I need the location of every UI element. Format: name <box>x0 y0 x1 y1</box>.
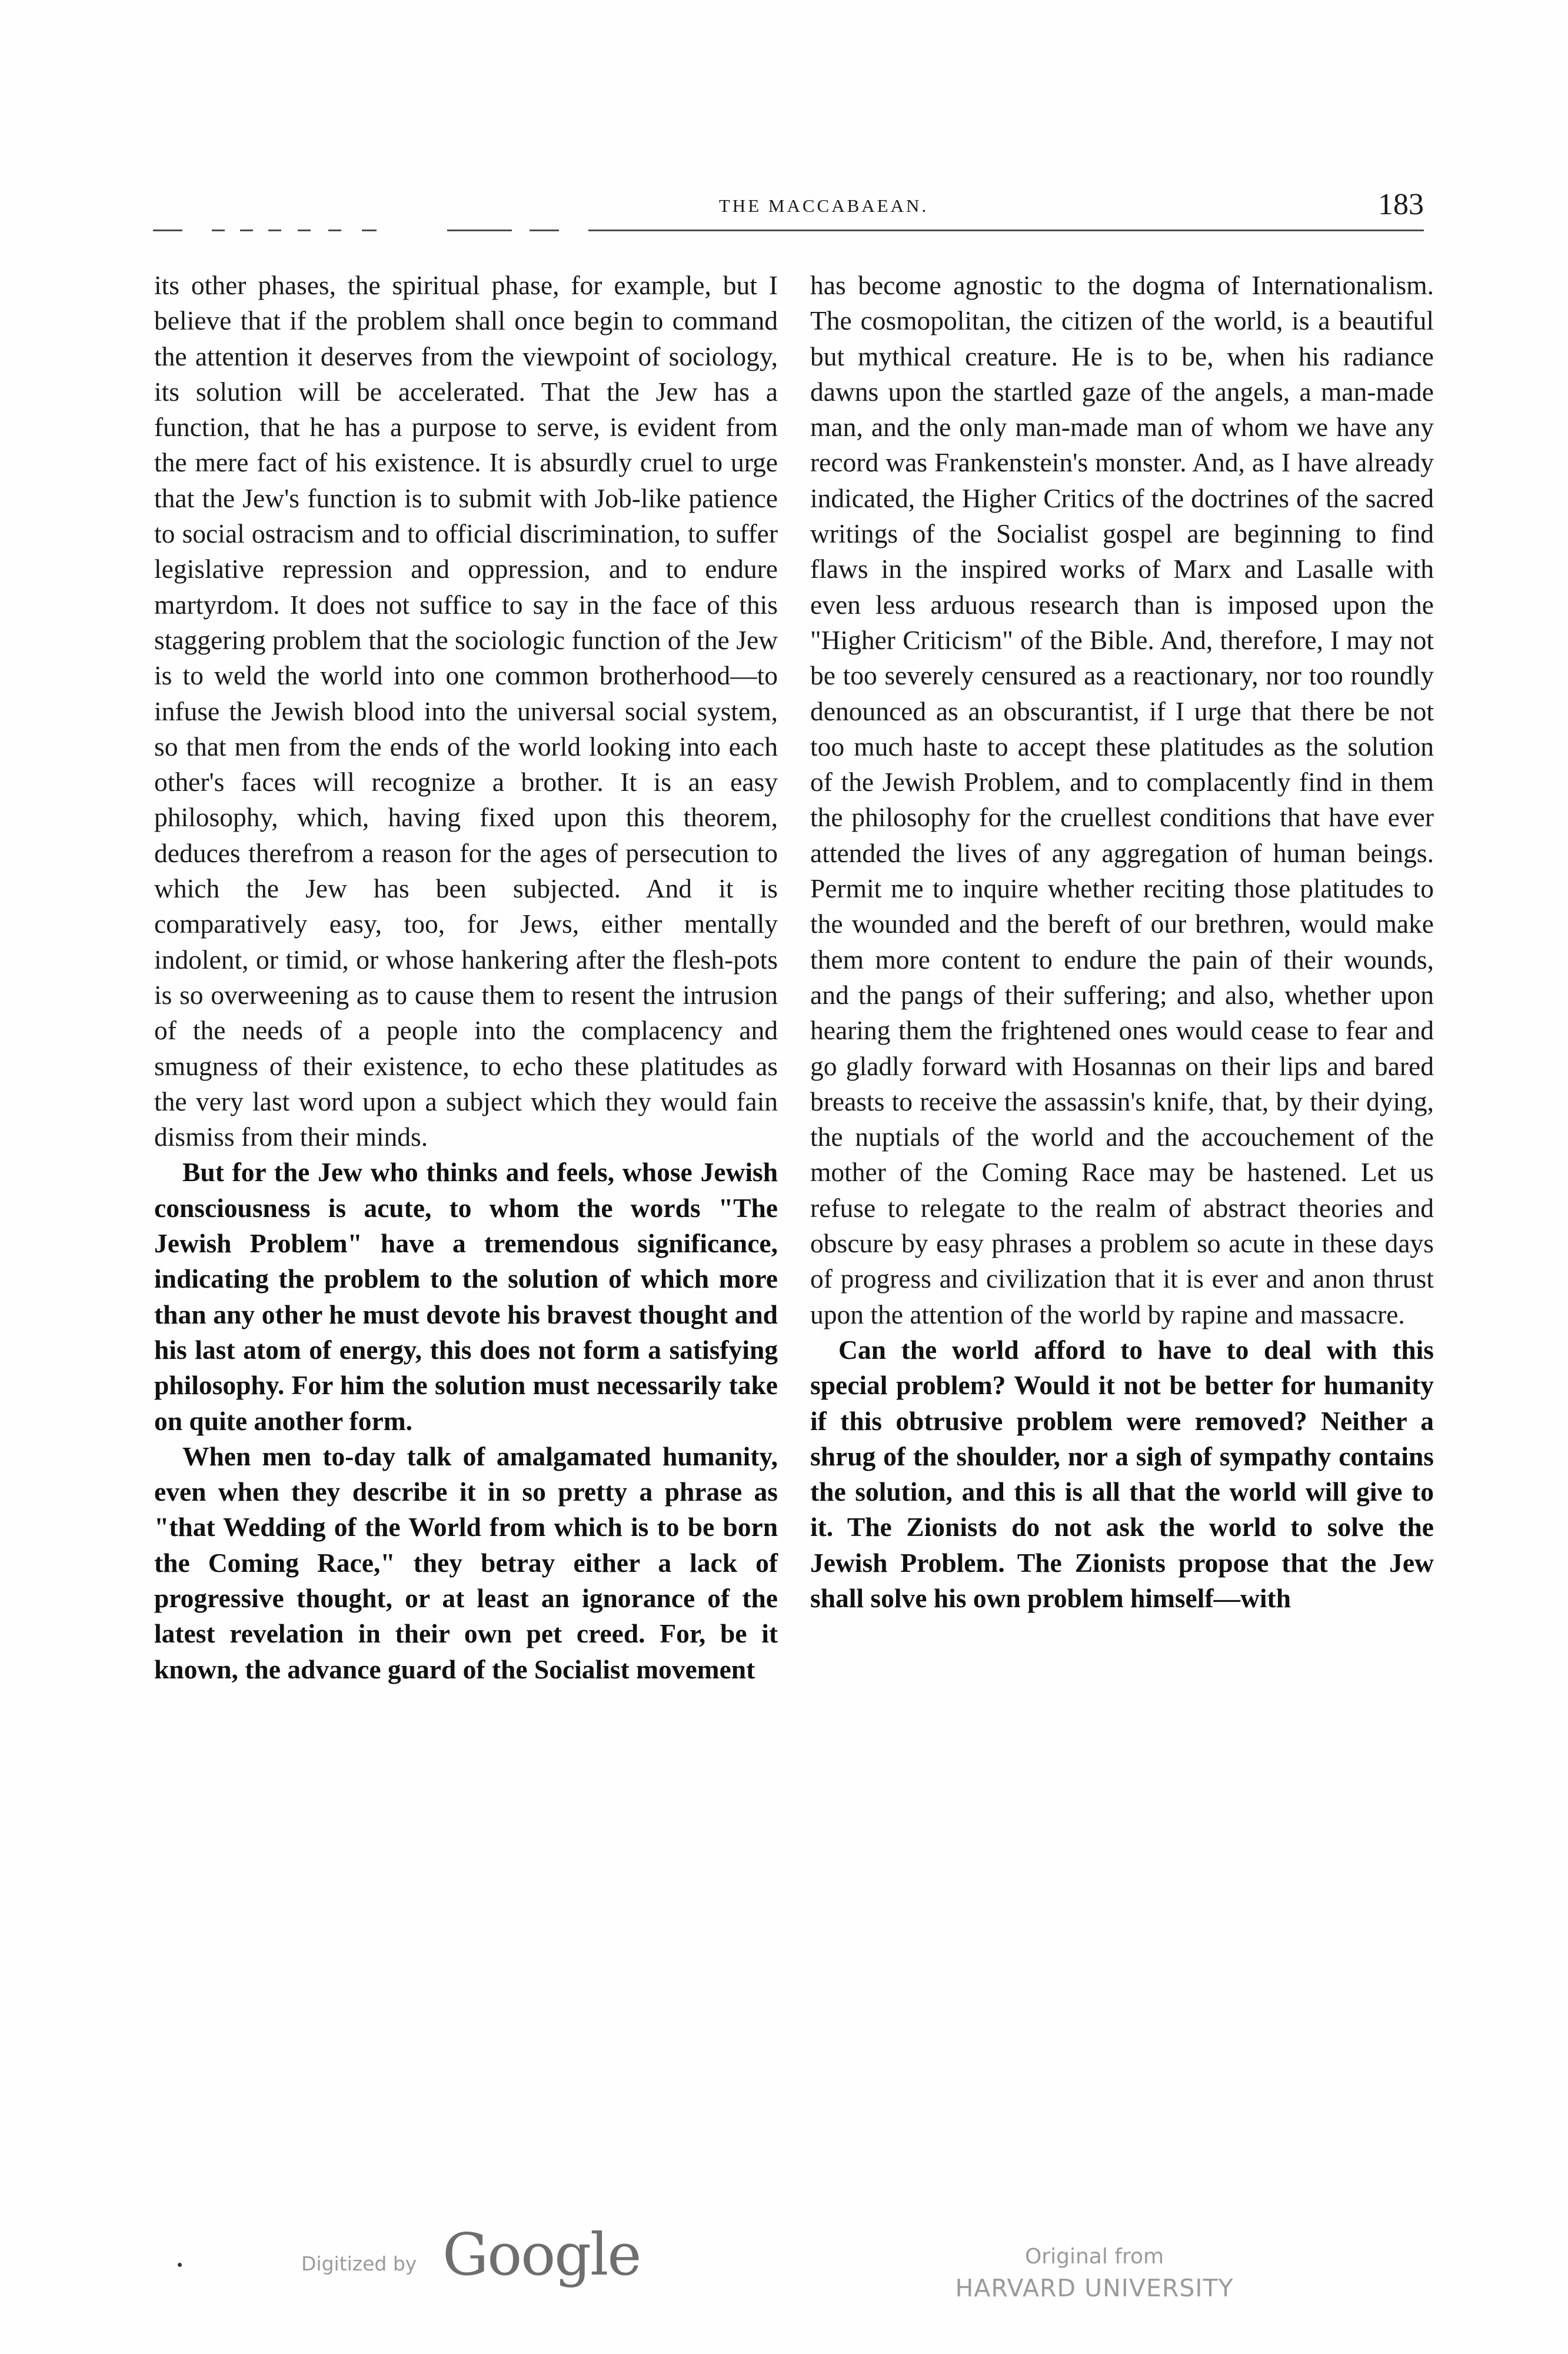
header-rule-dash <box>268 230 281 231</box>
right-column <box>810 268 1434 1616</box>
header-rule-main <box>588 230 1424 231</box>
header-rule-dash <box>240 230 253 231</box>
running-title: THE MACCABAEAN. <box>718 195 929 216</box>
original-from-label: Original from <box>1024 2245 1164 2269</box>
digitization-notice <box>301 2222 713 2298</box>
source-notice <box>930 2242 1259 2305</box>
harvard-university-label: HARVARD UNIVERSITY <box>955 2274 1234 2302</box>
header-rule-dash <box>153 230 182 231</box>
google-logo: Google <box>442 2222 641 2289</box>
paragraph: Can the world afford to have to deal with this special problem? Would it not be better for humanity if this obtrusive problem were removed? Neither a shrug of the shoulder, nor a sigh of sympathy contains the solution, and this is all that the world will give to it. The Zionists do not ask the world to solve the Jewish Problem. The Zionists propose that the Jew shall solve his own problem himself—with <box>810 1334 1434 1613</box>
digitized-by-label: Digitized by <box>301 2252 417 2275</box>
page-header <box>153 188 1424 235</box>
header-rule-dash <box>298 230 311 231</box>
header-rule-dash <box>212 230 225 231</box>
paragraph: its other phases, the spiritual phase, for example, but I believe that if the problem shall once begin to command the attention it deserves from the viewpoint of sociology, its solution will be accelerated. That the Jew has a function, that he has a purpose to serve, is evident from the mere fact of his existence. It is absurdly cruel to urge that the Jew's function is to submit with Job-like patience to social ostracism and to official discrimination, to suffer legislative repression and oppression, and to endure martyrdom. It does not suffice to say in the face of this staggering problem that the sociologic function of the Jew is to weld the world into one common brotherhood—to infuse the Jewish blood into the universal social system, so that men from the ends of the world looking into each other's faces will recognize a brother. It is an easy philosophy, which, having fixed upon this theorem, deduces therefrom a reason for the ages of persecution to which the Jew has been subjected. And it is comparatively easy, too, for Jews, either mentally indolent, or timid, or whose hankering after the flesh-pots is so overweening as to cause them to resent the intrusion of the needs of a people into the complacency and smugness of their existence, to echo these platitudes as the very last word upon a subject which they would fain dismiss from their minds. <box>154 270 778 1152</box>
paragraph: has become agnostic to the dogma of Internationalism. The cosmopolitan, the citizen of the world, is a beautiful but mythical creature. He is to be, when his radiance dawns upon the startled gaze of the angels, a man-made man, and the only man-made man of whom we have any record was Frankenstein's monster. And, as I have already indicated, the Higher Critics of the doctrines of the sacred writings of the Socialist gospel are beginning to find flaws in the inspired works of Marx and Lasalle with even less arduous research than is imposed upon the "Higher Criticism" of the Bible. And, therefore, I may not be too severely censured as a reactionary, nor too roundly denounced as an obscurantist, if I urge that there be not too much haste to accept these platitudes as the solution of the Jewish Problem, and to complacently find in them the philosophy for the cruellest conditions that have ever attended the lives of any aggregation of human beings. Permit me to inquire whether reciting those platitudes to the wounded and the bereft of our brethren, would make them more content to endure the pain of their wounds, and the pangs of their suffering; and also, whether upon hearing them the frightened ones would cease to fear and go gladly forward with Hosannas on their lips and bared breasts to receive the assassin's knife, that, by their dying, the nuptials of the world and the accouchement of the mother of the Coming Race may be hastened. Let us refuse to relegate to the realm of abstract theories and obscure by easy phrases a problem so acute in these days of progress and civilization that it is ever and anon thrust upon the attention of the world by rapine and massacre. <box>810 270 1434 1329</box>
scan-speck <box>178 2263 182 2267</box>
header-rule-dash <box>328 230 341 231</box>
paragraph: But for the Jew who thinks and feels, whose Jewish consciousness is acute, to whom the words "The Jewish Problem" have a tremendous significance, indicating the problem to the solution of which more than any other he must devote his bravest thought and his last atom of energy, this does not form a satisfying philosophy. For him the solution must necessarily take on quite another form. <box>154 1157 778 1436</box>
header-rule-dash <box>447 230 512 231</box>
header-rule-dash <box>530 230 559 231</box>
left-column <box>154 268 778 1687</box>
paragraph: When men to-day talk of amalgamated humanity, even when they describe it in so pretty a phrase as "that Wedding of the World from which is to be born the Coming Race," they betray either a lack of progressive thought, or at least an ignorance of the latest revelation in their own pet creed. For, be it known, the advance guard of the Socialist movement <box>154 1441 778 1684</box>
page-number: 183 <box>1378 188 1424 221</box>
header-rule-dash <box>362 230 377 231</box>
